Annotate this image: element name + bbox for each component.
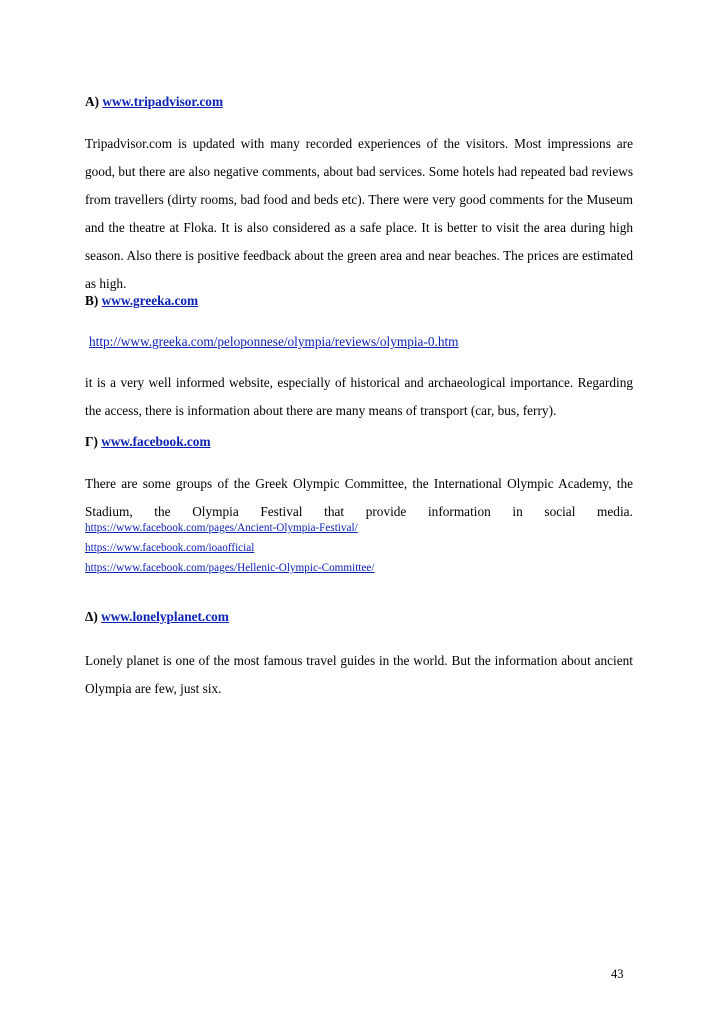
section-b-paragraph: it is a very well informed website, especially of historical and archaeological importance. Regarding the access, there is information about there are many means of transport (car, bus, ferry). xyxy=(85,375,633,418)
section-c-line-1-text: There are some groups of the Greek Olympic Committee, the International Olympic Academy, the xyxy=(85,476,633,491)
tripadvisor-link[interactable]: www.tripadvisor.com xyxy=(102,94,224,109)
greeka-olympia-reviews-link[interactable]: http://www.greeka.com/peloponnese/olympia/reviews/olympia-0.htm xyxy=(89,334,459,349)
list-item xyxy=(85,538,633,558)
line-2-word: information xyxy=(427,504,491,519)
line-2-word: Festival xyxy=(260,504,303,519)
line-2-word: Stadium, xyxy=(85,504,133,519)
section-d-heading xyxy=(85,603,633,631)
line-2-word: media. xyxy=(597,504,633,519)
section-c-paragraph-line-1 xyxy=(85,470,633,498)
section-b-letter: B) xyxy=(85,293,102,308)
line-2-word: Olympia xyxy=(192,504,239,519)
facebook-ioa-official-link[interactable]: https://www.facebook.com/ioaofficial xyxy=(85,542,255,554)
line-2-word: that xyxy=(324,504,345,519)
line-2-word: in xyxy=(512,504,523,519)
facebook-hellenic-olympic-committee-link[interactable]: https://www.facebook.com/pages/Hellenic-Olympic-Committee/ xyxy=(85,562,375,574)
list-item xyxy=(85,518,633,538)
greeka-link[interactable]: www.greeka.com xyxy=(101,293,199,308)
section-a-heading xyxy=(85,88,633,116)
line-2-word: provide xyxy=(365,504,407,519)
section-c-letter: Γ) xyxy=(85,434,102,449)
section-b-url-line xyxy=(89,328,637,356)
section-d-letter: Δ) xyxy=(85,609,102,624)
section-d-paragraph: Lonely planet is one of the most famous travel guides in the world. But the information about ancient Olympia are few, just six. xyxy=(85,653,633,696)
page-number: 43 xyxy=(611,967,624,981)
lonelyplanet-link[interactable]: www.lonelyplanet.com xyxy=(101,609,229,624)
section-a-paragraph: Tripadvisor.com is updated with many recorded experiences of the visitors. Most impressions are good, but there are also negative comments, about bad services. Some hotels had repeated bad reviews from travellers (dirty rooms, bad food and beds etc). There were very good comments for the Museum and the theatre at Floka. It is also considered as a safe place. It is better to visit the area during high season. Also there is positive feedback about the green area and near beaches. The prices are estimated as high. xyxy=(85,136,633,291)
facebook-links-list xyxy=(85,518,633,578)
section-a-letter: A) xyxy=(85,94,103,109)
facebook-link[interactable]: www.facebook.com xyxy=(101,434,211,449)
section-b-heading xyxy=(85,287,633,315)
section-c-heading xyxy=(85,428,633,456)
line-2-word: social xyxy=(544,504,576,519)
facebook-ancient-olympia-festival-link[interactable]: https://www.facebook.com/pages/Ancient-Olympia-Festival/ xyxy=(85,522,358,534)
list-item xyxy=(85,558,633,578)
line-2-word: the xyxy=(154,504,171,519)
